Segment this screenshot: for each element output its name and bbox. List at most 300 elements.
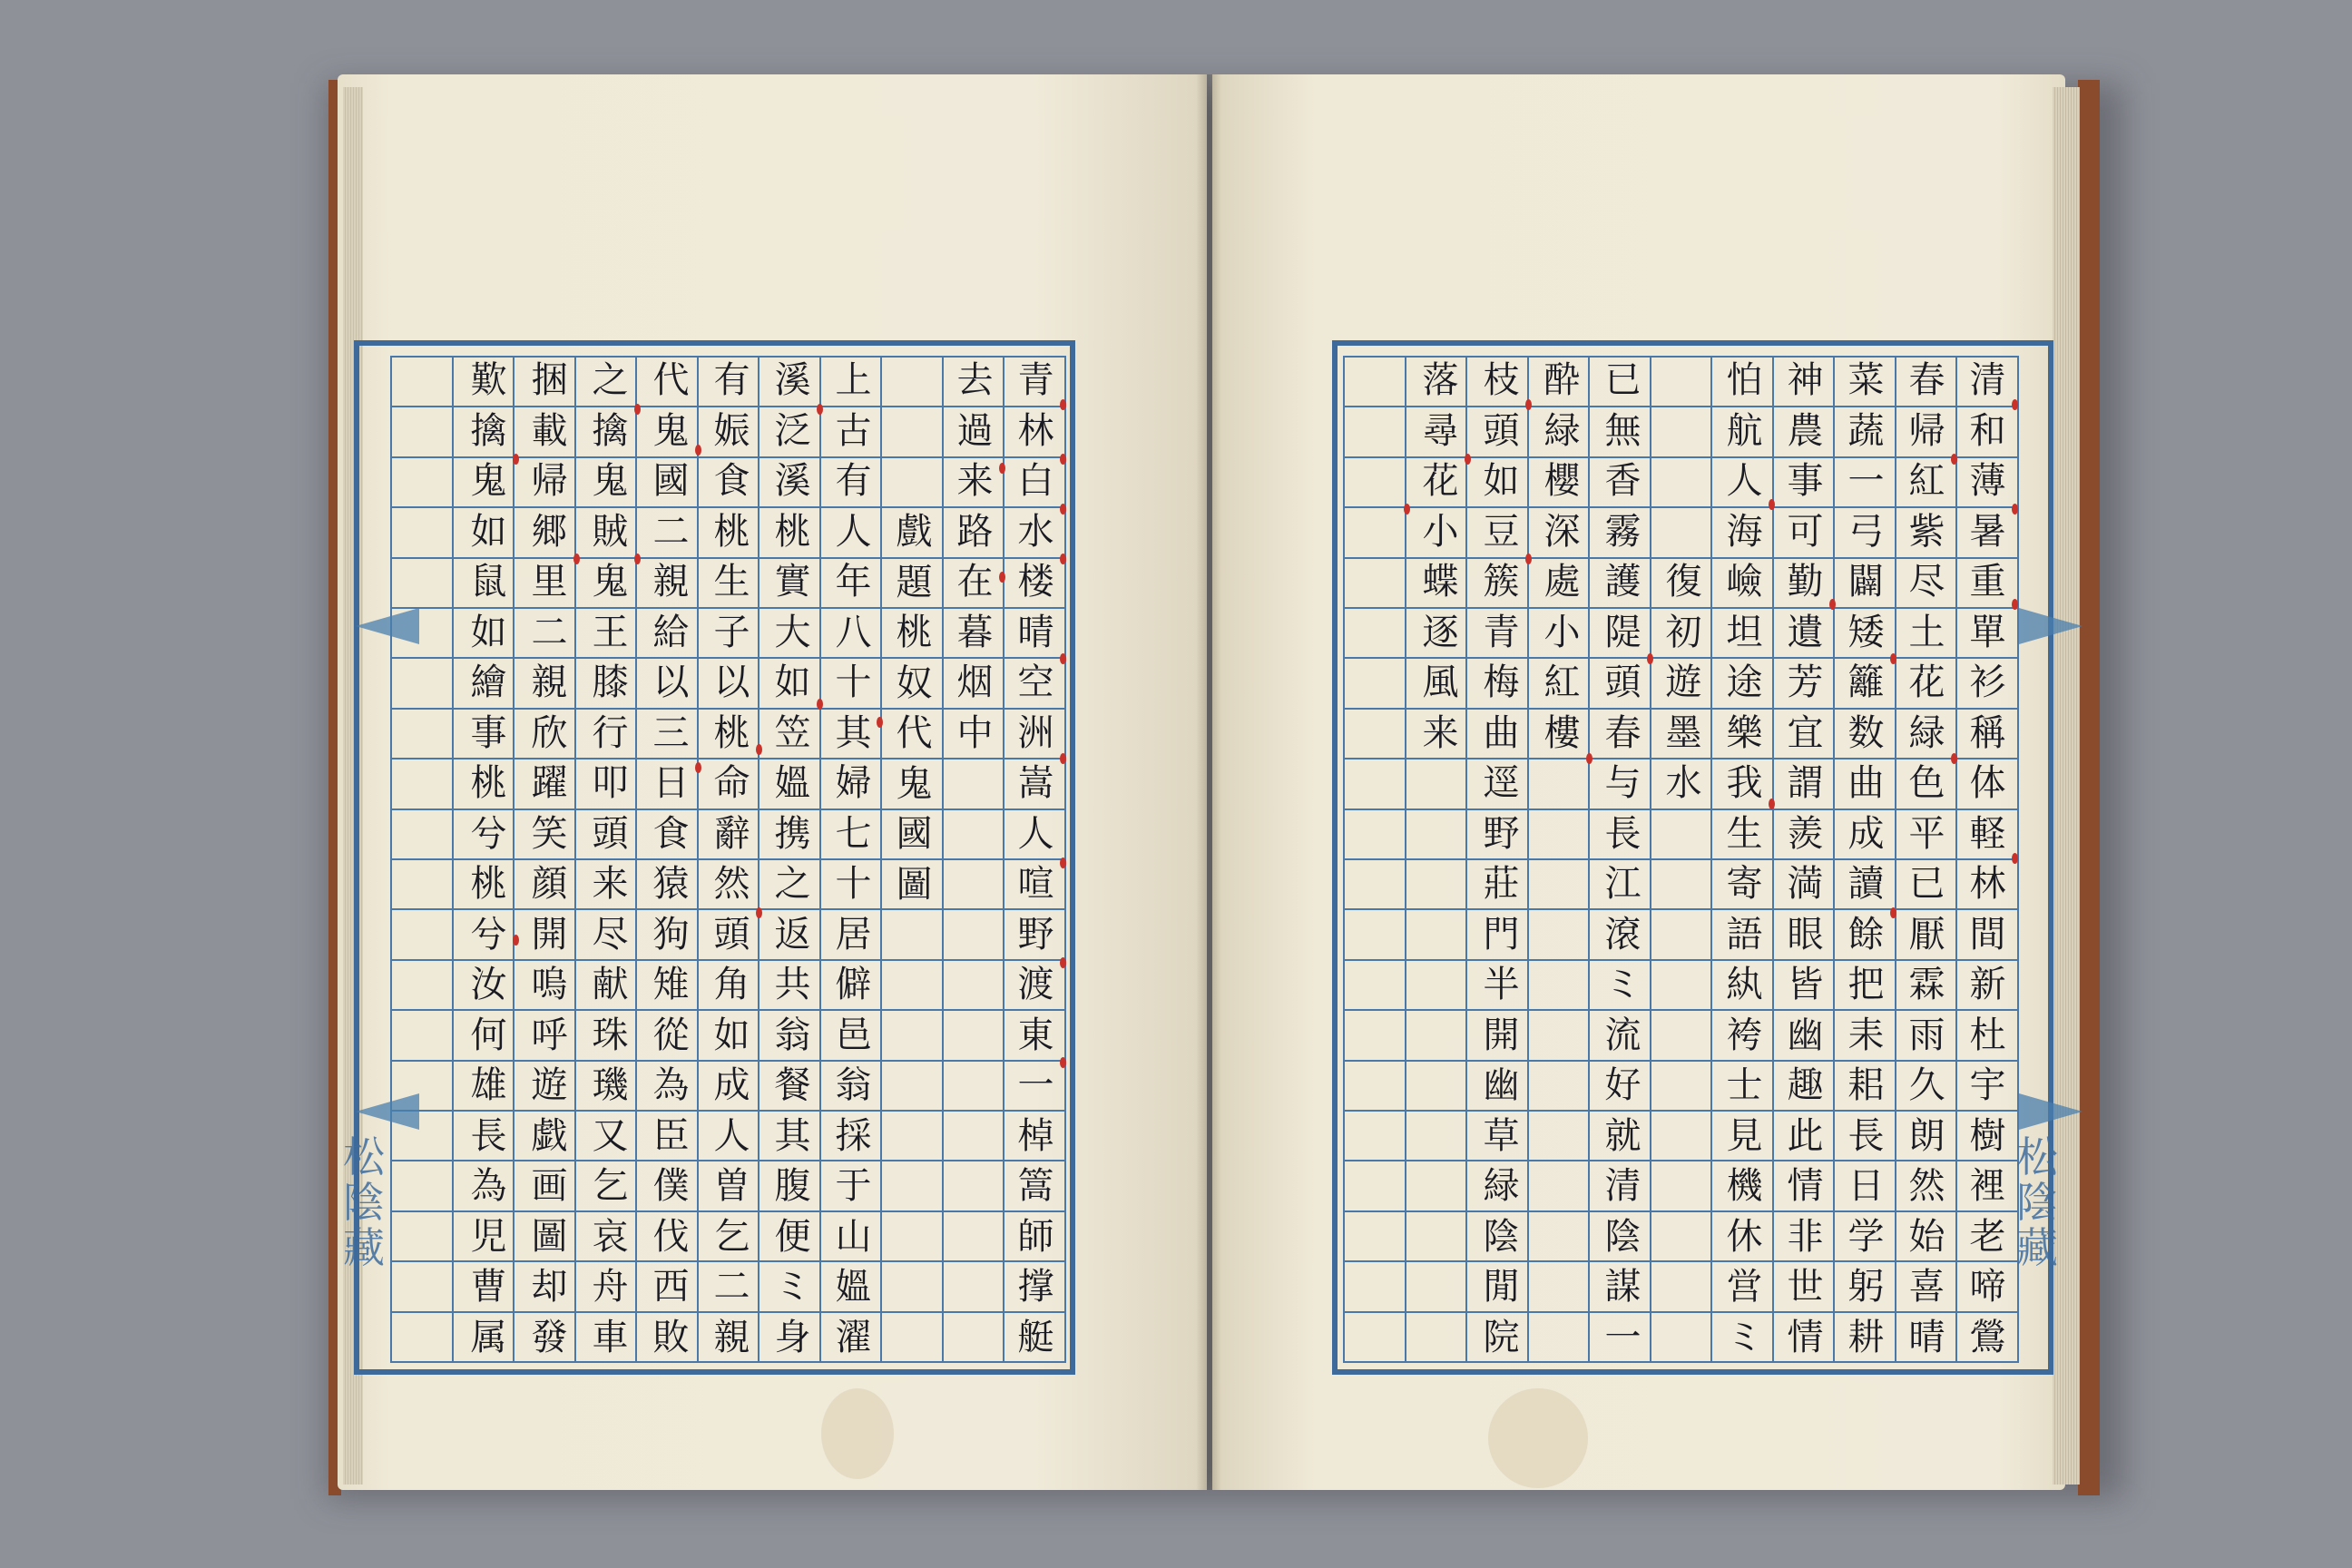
red-punctuation-mark	[999, 463, 1005, 474]
grid-cell	[1345, 810, 1406, 860]
red-punctuation-mark	[1060, 957, 1066, 968]
character: 郷	[531, 510, 568, 553]
character: 以	[713, 662, 750, 703]
character: 耕	[1847, 1316, 1885, 1358]
character: 豆	[1483, 510, 1520, 553]
character: 國	[652, 460, 690, 502]
character: 從	[652, 1014, 690, 1056]
character: 陰	[2016, 1178, 2058, 1227]
character: 題	[896, 561, 933, 603]
character: 緑	[1483, 1165, 1520, 1207]
red-punctuation-mark	[1829, 599, 1836, 610]
grid-cell	[1345, 1112, 1406, 1161]
character: 事	[1787, 460, 1824, 502]
grid-cell	[1406, 1062, 1468, 1112]
character: 其	[835, 711, 872, 754]
grid-cell	[1529, 961, 1591, 1011]
character: 生	[713, 561, 750, 603]
grid-cell	[1651, 961, 1713, 1011]
red-punctuation-mark	[817, 404, 823, 415]
grid-cell	[1406, 1262, 1468, 1312]
character: 晴	[1908, 1316, 1945, 1358]
character: 春	[1908, 359, 1945, 401]
character: 人	[835, 510, 872, 553]
character: 滾	[1604, 913, 1642, 956]
water-stain	[1488, 1388, 1588, 1488]
right-text-column-1	[1957, 356, 2018, 1363]
character: 花	[1422, 460, 1459, 502]
character: 餘	[1847, 913, 1885, 956]
character: 坦	[1726, 611, 1763, 653]
character: 賊	[592, 510, 629, 553]
character: 紫	[1908, 510, 1945, 553]
character: 我	[1726, 762, 1763, 804]
character: 袴	[1726, 1014, 1763, 1056]
grid-cell	[1345, 1062, 1406, 1112]
character: 曹	[470, 1266, 507, 1308]
character: 如	[713, 1014, 750, 1056]
character: 躍	[531, 762, 568, 804]
character: 桃	[470, 762, 507, 804]
character: 遺	[1787, 611, 1824, 653]
character: 笠	[774, 711, 811, 754]
character: 實	[774, 561, 811, 603]
grid-cell	[944, 810, 1005, 860]
character: 小	[1544, 611, 1581, 653]
character: 長	[1604, 812, 1642, 855]
character: 草	[1483, 1114, 1520, 1157]
left-text-column-4	[823, 356, 884, 1363]
character: 東	[1017, 1014, 1054, 1056]
character: 清	[1604, 1165, 1642, 1207]
grid-cell	[392, 407, 454, 457]
character: 渡	[1017, 964, 1054, 1005]
character: 為	[470, 1165, 507, 1207]
grid-cell	[882, 407, 944, 457]
character: 海	[1726, 510, 1763, 553]
red-punctuation-mark	[2012, 399, 2018, 410]
character: 叩	[592, 762, 629, 804]
red-punctuation-mark	[1525, 554, 1532, 564]
character: 墨	[1665, 711, 1702, 754]
grid-cell	[944, 1212, 1005, 1262]
character: 行	[592, 711, 629, 754]
character: 親	[713, 1316, 750, 1358]
character: 國	[896, 813, 933, 855]
character: 開	[531, 913, 568, 956]
character: 人	[713, 1114, 750, 1157]
grid-cell	[1651, 1262, 1713, 1312]
grid-cell	[1529, 1313, 1591, 1363]
character: 兮	[470, 812, 507, 855]
character: 親	[531, 662, 568, 703]
character: 歎	[470, 359, 507, 401]
character: 躬	[1847, 1266, 1885, 1308]
character: 児	[470, 1215, 507, 1258]
right-text-column-10	[1410, 356, 1471, 759]
grid-cell	[944, 910, 1005, 960]
character: 艇	[1017, 1316, 1054, 1358]
character: 鬼	[470, 460, 507, 502]
character: 暮	[956, 611, 994, 653]
character: 其	[774, 1114, 811, 1157]
character: 緑	[1908, 711, 1945, 754]
character: 古	[835, 409, 872, 452]
grid-cell	[1406, 1313, 1468, 1363]
character: 神	[1787, 359, 1824, 401]
character: 門	[1483, 913, 1520, 956]
character: 單	[1969, 611, 2006, 653]
red-punctuation-mark	[1525, 399, 1532, 410]
grid-cell	[392, 358, 454, 407]
character: 桃	[713, 711, 750, 754]
grid-cell	[1345, 609, 1406, 659]
character: 共	[774, 964, 811, 1005]
character: 為	[652, 1064, 690, 1106]
grid-cell	[1529, 860, 1591, 910]
character: 嗚	[531, 964, 568, 1005]
character: 尋	[1422, 409, 1459, 452]
character: 如	[470, 510, 507, 553]
grid-cell	[1406, 810, 1468, 860]
left-text-column-6	[701, 356, 762, 1363]
grid-cell	[1406, 1112, 1468, 1161]
character: 数	[1847, 711, 1885, 754]
character: 棹	[1017, 1114, 1054, 1157]
character: 青	[1483, 611, 1520, 653]
character: 兮	[470, 913, 507, 956]
character: 十	[835, 863, 872, 905]
character: 満	[1787, 863, 1824, 905]
character: 娠	[713, 409, 750, 452]
grid-cell	[1345, 961, 1406, 1011]
character: 隄	[1604, 611, 1642, 653]
character: 幽	[1787, 1014, 1824, 1056]
character: 鶯	[1969, 1316, 2006, 1358]
character: 食	[652, 812, 690, 855]
red-punctuation-mark	[999, 572, 1005, 583]
character: 十	[835, 662, 872, 703]
grid-cell	[1651, 1112, 1713, 1161]
character: 士	[1726, 1064, 1763, 1106]
character: 上	[835, 359, 872, 401]
character: 色	[1908, 762, 1945, 804]
character: 朗	[1908, 1114, 1945, 1157]
character: 八	[835, 611, 872, 653]
left-text-column-2	[945, 356, 1005, 759]
grid-cell	[1406, 961, 1468, 1011]
red-punctuation-mark	[573, 554, 580, 564]
red-punctuation-mark	[1060, 1057, 1066, 1068]
grid-cell	[392, 1011, 454, 1061]
character: 乞	[713, 1215, 750, 1258]
character: 薄	[1969, 460, 2006, 502]
character: 曲	[1483, 711, 1520, 754]
character: 見	[1726, 1114, 1763, 1157]
character: 護	[1604, 561, 1642, 603]
left-text-column-3	[884, 507, 945, 910]
character: 枝	[1483, 359, 1520, 401]
character: 和	[1969, 409, 2006, 452]
character: 羨	[1787, 812, 1824, 855]
character: 載	[531, 409, 568, 452]
character: 陰	[1483, 1215, 1520, 1258]
character: 平	[1908, 812, 1945, 855]
character: 林	[1017, 409, 1054, 452]
character: 頭	[592, 812, 629, 855]
character: 就	[1604, 1114, 1642, 1157]
character: 陰	[343, 1178, 385, 1227]
character: 嶮	[1726, 561, 1763, 603]
character: 去	[956, 359, 994, 401]
character: 如	[1483, 460, 1520, 502]
right-text-column-3	[1836, 356, 1896, 1363]
character: 伐	[652, 1215, 690, 1258]
character: 落	[1422, 359, 1459, 401]
character: 啼	[1969, 1266, 2006, 1308]
grid-cell	[392, 961, 454, 1011]
grid-cell	[1651, 1212, 1713, 1262]
character: 可	[1787, 510, 1824, 553]
character: 帰	[1908, 409, 1945, 452]
character: 中	[956, 711, 994, 754]
character: 然	[1908, 1165, 1945, 1207]
character: 濯	[835, 1316, 872, 1358]
character: 之	[774, 863, 811, 905]
grid-cell	[944, 1062, 1005, 1112]
left-text-column-5	[762, 356, 823, 1363]
grid-cell	[392, 659, 454, 709]
book-gutter	[1196, 74, 1221, 1490]
character: 雄	[470, 1064, 507, 1106]
grid-cell	[944, 1313, 1005, 1363]
character: 媼	[774, 762, 811, 804]
character: 春	[1604, 711, 1642, 754]
grid-cell	[392, 910, 454, 960]
red-punctuation-mark	[1951, 454, 1957, 465]
character: 芳	[1787, 662, 1824, 703]
grid-cell	[882, 458, 944, 508]
character: 哀	[592, 1215, 629, 1258]
character: 寄	[1726, 863, 1763, 905]
character: 日	[652, 762, 690, 804]
character: 返	[774, 913, 811, 956]
grid-cell	[882, 1212, 944, 1262]
character: 邑	[835, 1014, 872, 1056]
red-punctuation-mark	[1890, 907, 1896, 918]
character: 篙	[1017, 1165, 1054, 1207]
character: 勤	[1787, 561, 1824, 603]
character: 里	[531, 561, 568, 603]
red-punctuation-mark	[756, 744, 762, 755]
character: 大	[774, 611, 811, 653]
character: 採	[835, 1114, 872, 1157]
character: 鬼	[592, 460, 629, 502]
character: 野	[1483, 812, 1520, 855]
character: 嵩	[1017, 762, 1054, 804]
character: 人	[1017, 812, 1054, 855]
grid-cell	[944, 1161, 1005, 1211]
red-punctuation-mark	[2012, 599, 2018, 610]
red-punctuation-mark	[1890, 653, 1896, 664]
right-text-column-7	[1592, 356, 1653, 1363]
grid-cell	[1345, 559, 1406, 609]
grid-cell	[1529, 910, 1591, 960]
character: 幽	[1483, 1064, 1520, 1106]
character: 鬼	[652, 409, 690, 452]
character: 已	[1908, 863, 1945, 905]
grid-cell	[1345, 860, 1406, 910]
character: 頭	[1483, 409, 1520, 452]
character: 体	[1969, 762, 2006, 804]
character: 簇	[1483, 561, 1520, 603]
character: 以	[652, 662, 690, 703]
character: 長	[1847, 1114, 1885, 1157]
character: 成	[1847, 812, 1885, 855]
character: 閒	[1483, 1266, 1520, 1308]
red-punctuation-mark	[634, 404, 641, 415]
character: 稱	[1969, 711, 2006, 754]
grid-cell	[944, 860, 1005, 910]
right-text-column-5	[1714, 356, 1775, 1363]
character: 深	[1544, 510, 1581, 553]
red-punctuation-mark	[1060, 399, 1066, 410]
character: 僻	[835, 964, 872, 1005]
character: 蝶	[1422, 561, 1459, 603]
character: 江	[1604, 863, 1642, 905]
character: 尽	[1908, 561, 1945, 603]
character: 菜	[1847, 359, 1885, 401]
character: 遊	[531, 1064, 568, 1106]
grid-cell	[1345, 358, 1406, 407]
character: 小	[1422, 510, 1459, 553]
grid-cell	[882, 961, 944, 1011]
red-punctuation-mark	[1060, 504, 1066, 514]
character: 過	[956, 409, 994, 452]
grid-cell	[1345, 1212, 1406, 1262]
red-punctuation-mark	[513, 935, 519, 946]
character: 間	[1969, 913, 2006, 956]
character: 已	[1604, 359, 1642, 401]
character: 尽	[592, 913, 629, 956]
character: 戲	[896, 511, 933, 553]
grid-cell	[392, 559, 454, 609]
character: 二	[713, 1266, 750, 1308]
red-punctuation-mark	[1647, 653, 1653, 664]
character: 画	[531, 1165, 568, 1207]
grid-cell	[1345, 508, 1406, 558]
character: 裡	[1969, 1165, 2006, 1207]
grid-cell	[1345, 1262, 1406, 1312]
character: 洲	[1017, 711, 1054, 754]
grid-cell	[944, 1011, 1005, 1061]
character: 蔬	[1847, 409, 1885, 452]
grid-cell	[392, 1262, 454, 1312]
character: 于	[835, 1165, 872, 1207]
grid-cell	[882, 1011, 944, 1061]
grid-cell	[882, 1161, 944, 1211]
character: ミ	[1604, 964, 1642, 1005]
character: 白	[1017, 460, 1054, 502]
character: 樂	[1726, 711, 1763, 754]
character: 帰	[531, 460, 568, 502]
grid-cell	[392, 710, 454, 760]
character: 居	[835, 913, 872, 956]
character: 鬼	[896, 762, 933, 805]
character: 之	[592, 359, 629, 401]
character: 宇	[1969, 1064, 2006, 1106]
character: 呼	[531, 1014, 568, 1056]
character: 戯	[531, 1114, 568, 1157]
character: 櫻	[1544, 460, 1581, 502]
character: 霖	[1908, 964, 1945, 1005]
character: 發	[531, 1316, 568, 1358]
character: 莊	[1483, 863, 1520, 905]
character: 日	[1847, 1165, 1885, 1207]
grid-cell	[1529, 810, 1591, 860]
grid-cell	[944, 1112, 1005, 1161]
character: 空	[1017, 662, 1054, 703]
character: 鬼	[592, 561, 629, 603]
character: 樓	[1544, 711, 1581, 754]
character: 汝	[470, 964, 507, 1005]
character: 弓	[1847, 510, 1885, 553]
character: 農	[1787, 409, 1824, 452]
character: 松	[343, 1132, 385, 1181]
grid-cell	[1651, 1313, 1713, 1363]
grid-cell	[1651, 458, 1713, 508]
character: 眼	[1787, 913, 1824, 956]
character: 逕	[1483, 762, 1520, 804]
red-punctuation-mark	[756, 907, 762, 918]
character: 年	[835, 561, 872, 603]
character: 謀	[1604, 1266, 1642, 1308]
grid-cell	[392, 1212, 454, 1262]
character: 餐	[774, 1064, 811, 1106]
grid-cell	[944, 961, 1005, 1011]
character: 学	[1847, 1215, 1885, 1258]
character: 翁	[774, 1014, 811, 1056]
character: 親	[652, 561, 690, 603]
character: 三	[652, 711, 690, 754]
character: 営	[1726, 1266, 1763, 1308]
character: 青	[1017, 359, 1054, 401]
character: 曽	[713, 1165, 750, 1207]
character: 航	[1726, 409, 1763, 452]
character: 子	[713, 611, 750, 653]
character: 敗	[652, 1316, 690, 1358]
character: 一	[1017, 1064, 1054, 1106]
red-punctuation-mark	[1404, 504, 1410, 514]
character: 擒	[470, 409, 507, 452]
grid-cell	[882, 1262, 944, 1312]
character: 来	[1422, 711, 1459, 754]
character: 狗	[652, 913, 690, 956]
character: 水	[1017, 510, 1054, 553]
character: 香	[1604, 460, 1642, 502]
grid-cell	[1345, 458, 1406, 508]
character: 西	[652, 1266, 690, 1308]
character: 却	[531, 1266, 568, 1308]
character: 紈	[1726, 964, 1763, 1005]
character: 生	[1726, 812, 1763, 855]
character: 翁	[835, 1064, 872, 1106]
red-punctuation-mark	[1465, 454, 1471, 465]
character: 院	[1483, 1316, 1520, 1358]
character: 半	[1483, 964, 1520, 1005]
character: 代	[652, 359, 690, 401]
grid-cell	[1345, 1011, 1406, 1061]
